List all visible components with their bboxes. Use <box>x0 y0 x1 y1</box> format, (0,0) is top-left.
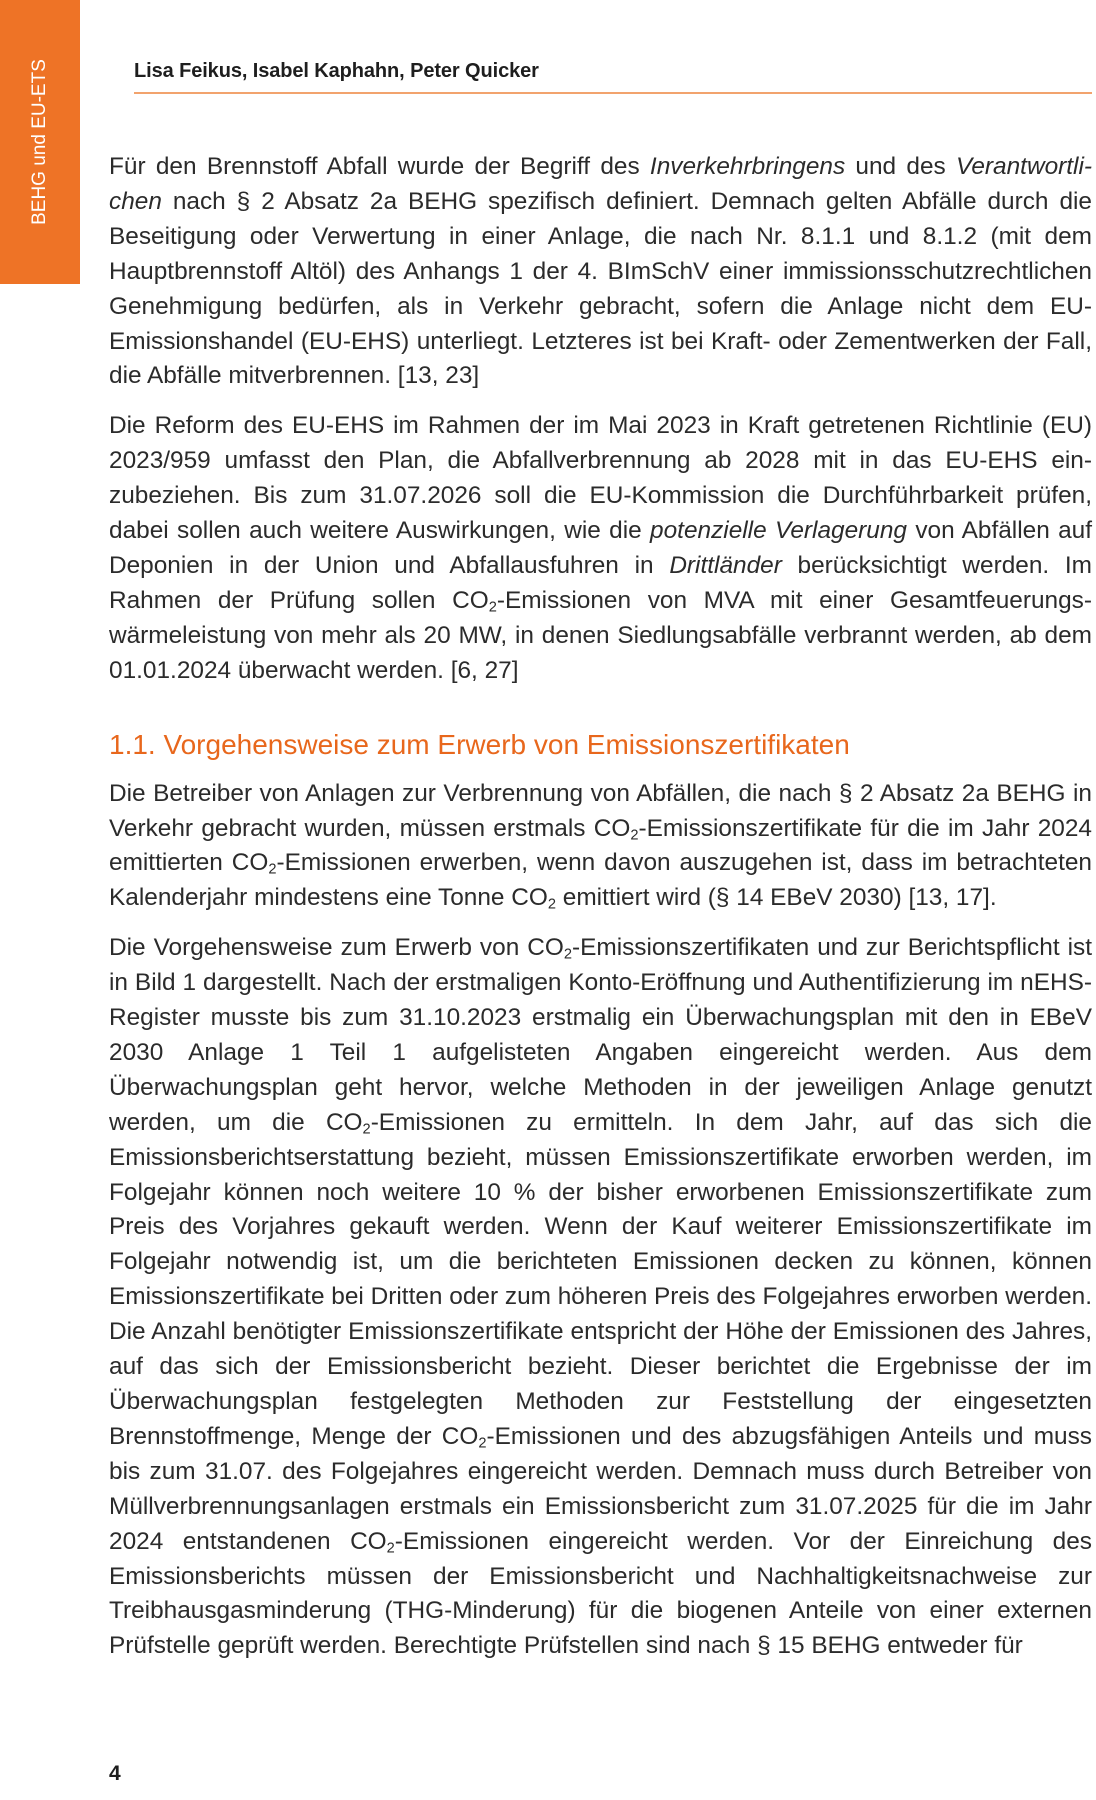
paragraph <box>109 777 1092 917</box>
body-text <box>109 150 1092 1679</box>
text-run: von Abfällen auf Deponien in der Union und Abfallausfuhren in <box>109 517 1093 579</box>
text-run: -Emissionen zu ermitteln. In dem Jahr, auf das sich die Emissionsberichtserstattung bezieht, müssen Emissionszertifikate erworben werden, im Folgejahr können noch weitere 10 % der bisher erworbenen Emissionszertifikate zum Preis des Vorjahres gekauft werden. Wenn der Kauf weiterer Emissionszertifikate im Folgejahr notwendig ist, um die berichteten Emissionen decken zu können, können Emissionszertifikate bei Dritten oder zum höheren Preis des Folgejahres erworben werden. Die Anzahl benötigter Emissionszertifikate entspricht der Höhe der Emissionen des Jahres, auf das sich der Emissionsbericht bezieht. Dieser berichtet die Ergebnisse der im Überwachungsplan festgelegten Methoden zur Feststellung der eingesetzten Brennstoffmenge, Menge der CO <box>109 1108 1092 1450</box>
text-run: Die Reform des EU-EHS im Rahmen der im Mai 2023 in Kraft getretenen Richtlinie (EU) 2023/959 umfasst den Plan, die Abfallverbrennung ab 2028 mit in das EU-EHS einzubeziehen. Bis zum 31.07.2026 soll die EU-Kommission die Durchführbarkeit prüfen, dabei sollen auch weitere Auswirkungen, wie die <box>109 412 1092 545</box>
running-header <box>134 60 1092 94</box>
text-run: -Emissionszertifikate für die im Jahr 2024 emittierten CO <box>109 814 1092 877</box>
text-run: Die Vorgehensweise zum Erwerb von CO <box>109 934 564 962</box>
text-run: -Emissionszertifikaten und zur Berichtspflicht ist in Bild 1 dargestellt. Nach der erstmaligen Konto-Eröffnung und Authentifizierung im nEHS-Register musste bis zum 31.10.2023 erstmalig ein Überwachungsplan mit den in EBeV 2030 Anlage 1 Teil 1 aufgelisteten Angaben eingereicht werden. Aus dem Überwachungsplan geht hervor, welche Methoden in der jeweiligen Anlage genutzt werden, um die CO <box>109 934 1092 1136</box>
chapter-side-tab <box>0 0 80 284</box>
paragraph <box>109 409 1092 688</box>
subscript: 2 <box>386 1540 395 1557</box>
italic-term: Inverkehrbringens <box>649 153 846 180</box>
section-heading: 1.1. Vorgehensweise zum Erwerb von Emissionszertifikaten <box>109 728 850 760</box>
italic-term: Verantwortlichen <box>109 153 1092 215</box>
header-authors: Lisa Feikus, Isabel Kaphahn, Peter Quicker <box>134 60 539 82</box>
text-run: Die Betreiber von Anlagen zur Verbrennung von Abfällen, die nach § 2 Absatz 2a BEHG in Verkehr gebracht wurden, müssen erstmals CO <box>109 779 1092 842</box>
text-run: und des <box>845 153 956 180</box>
paragraph <box>109 150 1092 394</box>
paragraph <box>109 931 1092 1664</box>
text-run: -Emissionen eingereicht werden. Vor der Einreichung des Emissionsberichts müssen der Emissionsbericht und Nachhaltigkeitsnachweise zur Treibhausgasminderung (THG-Minderung) für die biogenen Anteile von einer externen Prüfstelle geprüft werden. Berechtigte Prüfstellen sind nach § 15 BEHG entweder für <box>109 1527 1092 1660</box>
subscript: 2 <box>563 946 572 963</box>
page-number: 4 <box>109 1762 121 1785</box>
subscript: 2 <box>268 862 277 879</box>
chapter-side-tab-label: BEHG und EU-ETS <box>29 59 50 225</box>
text-run: Für den Brennstoff Abfall wurde der Begriff des <box>109 153 650 180</box>
subscript: 2 <box>478 1435 487 1452</box>
subscript: 2 <box>547 896 556 913</box>
text-run: emittiert wird (§ 14 EBeV 2030) [13, 17]. <box>556 884 997 912</box>
subscript: 2 <box>362 1121 371 1138</box>
subscript: 2 <box>488 599 497 616</box>
italic-term: Drittländer <box>669 551 782 579</box>
text-run: -Emissionen erwerben, wenn davon auszugehen ist, dass im betrachteten Kalenderjahr mindestens eine Tonne CO <box>109 849 1092 912</box>
text-run: nach § 2 Absatz 2a BEHG spezifisch definiert. Demnach gelten Abfälle durch die Beseitigung oder Verwertung in einer Anlage, die nach Nr. 8.1.1 und 8.1.2 (mit dem Hauptbrennstoff Altöl) des Anhangs 1 der 4. BImSchV einer immissionsschutzrechtlichen Genehmigung bedürfen, als in Verkehr gebracht, sofern die Anlage nicht dem EU-Emissionshandel (EU-EHS) unterliegt. Letzteres ist bei Kraft- oder Zementwerken der Fall, die Abfälle mitverbrennen. [13, 23] <box>109 187 1092 390</box>
text-run: -Emissionen und des abzugsfähigen Anteils und muss bis zum 31.07. des Folgejahres eingereicht werden. Demnach muss durch Betreiber von Müllverbrennungsanlagen erstmals ein Emissionsbericht zum 31.07.2025 für die im Jahr 2024 entstandenen CO <box>109 1422 1092 1555</box>
text-run: berücksichtigt werden. Im Rahmen der Prüfung sollen CO <box>109 551 1092 614</box>
italic-term: potenzielle Verlagerung <box>650 517 907 545</box>
subscript: 2 <box>630 827 639 844</box>
text-run: -Emissionen von MVA mit einer Gesamtfeuerungswärmeleistung von mehr als 20 MW, in denen Siedlungsabfälle verbrannt werden, ab dem 01.01.2024 überwacht werden. [6, 27] <box>109 586 1092 684</box>
